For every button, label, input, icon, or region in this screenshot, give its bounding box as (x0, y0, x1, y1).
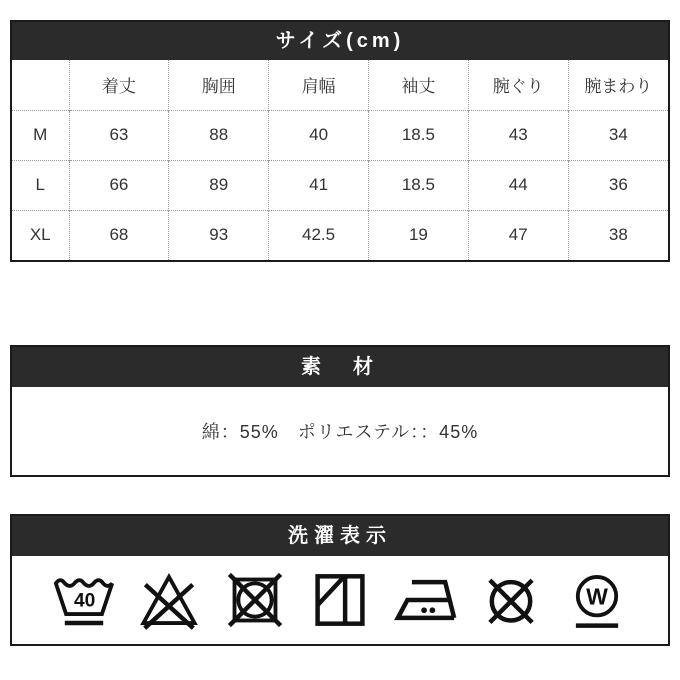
size-cell: 19 (368, 210, 468, 260)
size-col-header: 着丈 (69, 60, 169, 110)
size-cell: 40 (269, 110, 369, 160)
size-row-label: M (12, 110, 69, 160)
size-chart-title: サイズ(cm) (12, 22, 668, 60)
size-row-label: L (12, 160, 69, 210)
size-cell: 42.5 (269, 210, 369, 260)
size-cell: 34 (568, 110, 668, 160)
material-section (10, 345, 670, 477)
wash-care-title: 洗濯表示 (12, 516, 668, 556)
do-not-dry-clean-icon (479, 561, 543, 639)
table-row (12, 110, 668, 160)
size-col-header: 肩幅 (269, 60, 369, 110)
size-cell: 18.5 (368, 160, 468, 210)
size-col-header: 胸囲 (169, 60, 269, 110)
size-cell: 36 (568, 160, 668, 210)
do-not-tumble-dry-icon (223, 561, 287, 639)
size-chart-section (10, 20, 670, 262)
svg-text:W: W (585, 583, 608, 610)
table-row (12, 210, 668, 260)
table-row (12, 160, 668, 210)
size-cell: 38 (568, 210, 668, 260)
svg-text:40: 40 (73, 590, 95, 612)
size-col-header: 腕まわり (568, 60, 668, 110)
do-not-bleach-icon (137, 561, 201, 639)
size-table (12, 60, 668, 260)
size-cell: 89 (169, 160, 269, 210)
size-cell: 43 (468, 110, 568, 160)
size-col-header-blank (12, 60, 69, 110)
size-table-header-row (12, 60, 668, 110)
material-composition: 綿：55% ポリエステル：：45% (201, 422, 479, 442)
size-cell: 41 (269, 160, 369, 210)
size-cell: 18.5 (368, 110, 468, 160)
size-col-header: 腕ぐり (468, 60, 568, 110)
material-title: 素 材 (12, 347, 668, 387)
size-cell: 44 (468, 160, 568, 210)
wash-tub-40-icon (52, 561, 116, 639)
wash-symbols-row (12, 556, 668, 644)
wash-care-section (10, 514, 670, 646)
wet-cleaning-gentle-icon (565, 561, 629, 639)
size-cell: 68 (69, 210, 169, 260)
size-cell: 93 (169, 210, 269, 260)
size-cell: 47 (468, 210, 568, 260)
iron-medium-icon (394, 561, 458, 639)
hang-dry-in-shade-icon (308, 561, 372, 639)
size-cell: 88 (169, 110, 269, 160)
size-col-header: 袖丈 (368, 60, 468, 110)
size-cell: 63 (69, 110, 169, 160)
size-cell: 66 (69, 160, 169, 210)
size-row-label: XL (12, 210, 69, 260)
